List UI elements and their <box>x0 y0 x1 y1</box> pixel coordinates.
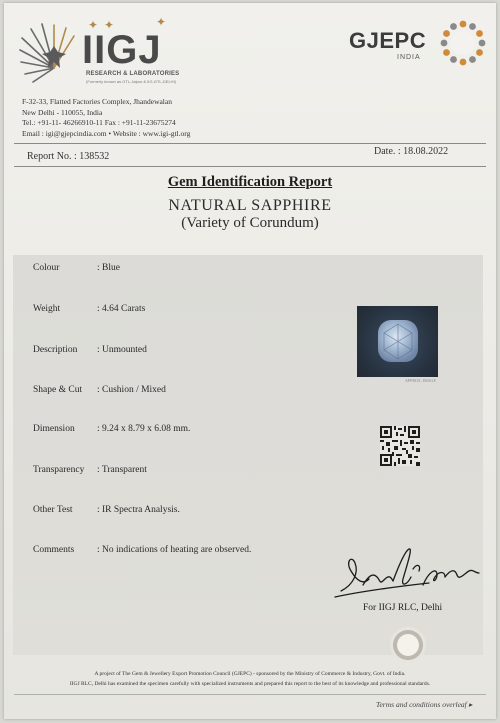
footer-note: A project of The Gem & Jewellery Export Promotion Council (GJEPC) - sponsored by the Ministry of Commerce & Industry, Govt. of India. <box>94 671 406 677</box>
star-icon: ✦ <box>104 18 115 32</box>
signatory-label: For IIGJ RLC, Delhi <box>363 603 443 613</box>
report-title: Gem Identification Report <box>167 174 333 190</box>
field-value-description: : Unmounted <box>97 345 147 355</box>
field-label-comments: Comments <box>33 545 75 555</box>
iigj-former-names: (Formerly known as GTL-Jaipur & IIG-GTL-DELHI) <box>86 79 177 84</box>
sapphire-gem-icon <box>357 306 438 377</box>
field-value-transparency: : Transparent <box>97 465 147 475</box>
lab-address <box>22 97 190 139</box>
field-label-other-test: Other Test <box>33 505 73 515</box>
arrow-right-icon: ▸ <box>468 700 473 709</box>
iigj-sunburst-logo <box>18 22 76 84</box>
stone-variety: (Variety of Corundum) <box>181 215 319 231</box>
field-label-description: Description <box>33 345 78 355</box>
report-date-value: 18.08.2022 <box>403 146 449 157</box>
terms-note: Terms and conditions overleaf ▸ <box>376 700 473 709</box>
field-value-dimension: : 9.24 x 8.79 x 6.08 mm. <box>97 424 191 434</box>
field-label-weight: Weight <box>33 304 61 314</box>
qr-code[interactable] <box>380 426 420 466</box>
field-value-colour: : Blue <box>97 263 120 273</box>
field-label-dimension: Dimension <box>33 424 75 434</box>
address-line: Tel.: +91-11- 46266910-11 Fax : +91-11-23675274 <box>22 118 176 127</box>
gjepc-country: INDIA <box>397 54 421 61</box>
field-value-shape-cut: : Cushion / Mixed <box>97 385 166 395</box>
iigj-wordmark: IIGJ <box>82 28 162 72</box>
footer-disclaimer: IIGJ RLC, Delhi has examined the specimen carefully with specialized instruments and prepared this report to the best of its knowledge and professional standards. <box>69 681 431 687</box>
gem-photo <box>357 306 438 377</box>
report-date <box>374 146 448 157</box>
address-line: Email : igi@gjepcindia.com • Website : www.igi-gtl.org <box>22 128 191 138</box>
field-value-other-test: : IR Spectra Analysis. <box>97 505 180 515</box>
field-label-colour: Colour <box>33 263 60 273</box>
report-number-label: Report No. : <box>27 151 77 162</box>
star-icon: ✦ <box>88 18 99 32</box>
star-icon: ✦ <box>156 15 167 29</box>
divider <box>14 166 486 167</box>
image-caption: APPROX. IMAGE <box>405 378 436 383</box>
footer-divider <box>14 694 486 695</box>
field-value-comments: : No indications of heating are observed. <box>97 545 252 555</box>
gjepc-emblem-logo <box>440 20 486 66</box>
gjepc-wordmark: GJEPC <box>349 28 427 53</box>
address-line: F-32-33, Flatted Factories Complex, Jhandewalan <box>22 97 172 106</box>
report-date-label: Date. : <box>374 146 401 157</box>
address-line: New Delhi - 110055, India <box>22 107 103 117</box>
field-label-transparency: Transparency <box>33 465 85 475</box>
report-number <box>27 151 109 162</box>
signature-graphic <box>333 545 483 603</box>
stone-name: NATURAL SAPPHIRE <box>168 197 332 214</box>
report-number-value: 138532 <box>79 151 110 162</box>
iigj-tagline: RESEARCH & LABORATORIES <box>86 71 180 77</box>
field-value-weight: : 4.64 Carats <box>97 304 146 314</box>
divider <box>14 143 486 144</box>
hologram-seal <box>390 627 426 663</box>
field-label-shape-cut: Shape & Cut <box>33 385 83 395</box>
